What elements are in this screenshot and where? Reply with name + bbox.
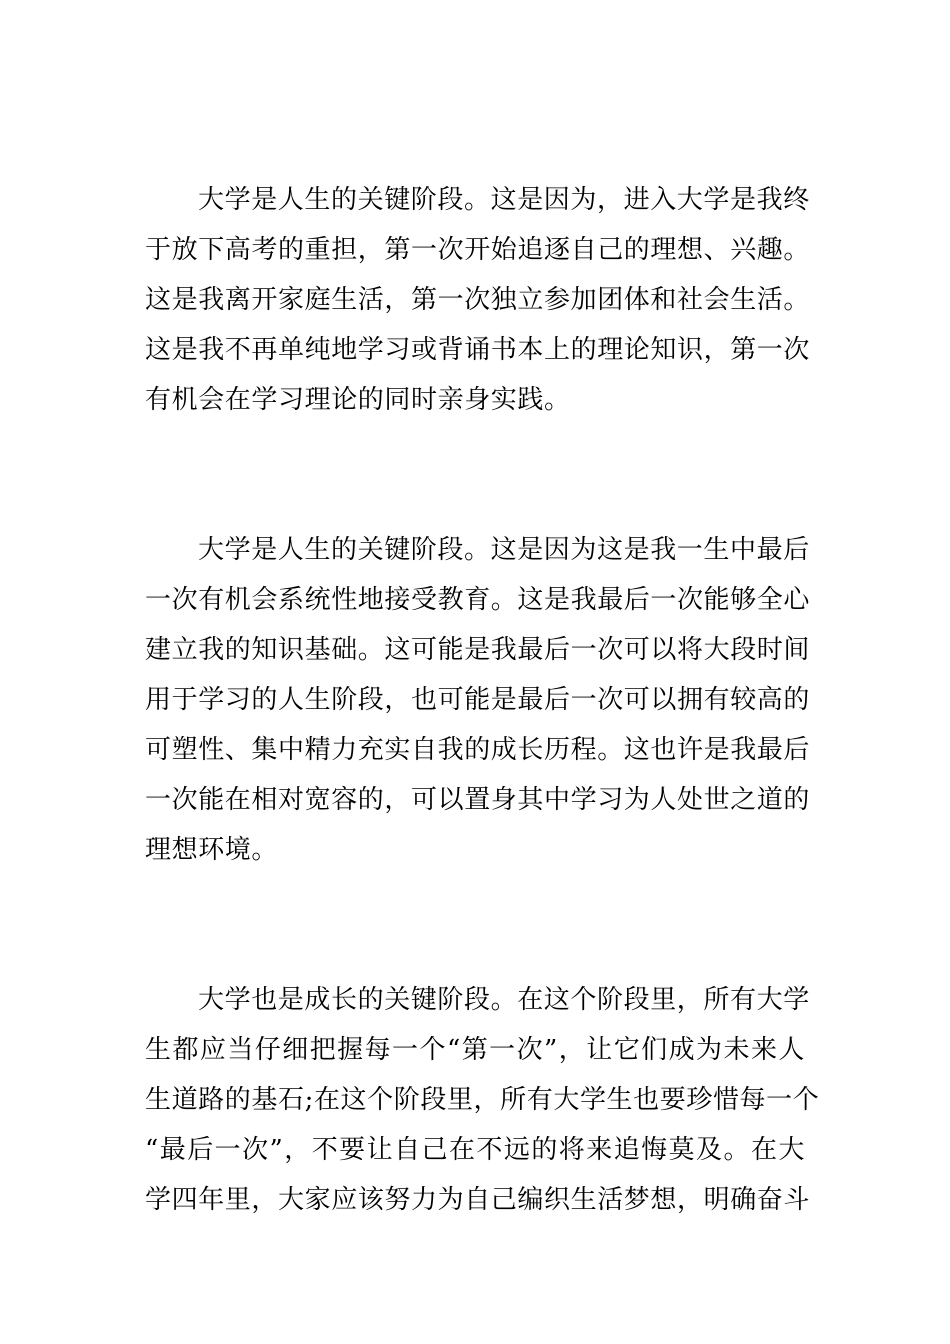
paragraph-line: 大学也是成长的关键阶段。在这个阶段里，所有大学 [198, 985, 810, 1015]
paragraph-line: 于放下高考的重担，第一次开始追逐自己的理想、兴趣。 [145, 235, 811, 265]
paragraph-3 [145, 975, 820, 1225]
paragraph-line: 学四年里，大家应该努力为自己编织生活梦想，明确奋斗 [145, 1185, 811, 1215]
paragraph-line: 生道路的基石;在这个阶段里，所有大学生也要珍惜每一个 [145, 1085, 820, 1115]
paragraph-line: 一次有机会系统性地接受教育。这是我最后一次能够全心 [145, 585, 811, 615]
paragraph-line: 理想环境。 [145, 835, 279, 865]
paragraph-line: “最后一次”，不要让自己在不远的将来追悔莫及。在大 [145, 1135, 805, 1165]
paragraph-2 [145, 525, 811, 875]
paragraph-line: 这是我不再单纯地学习或背诵书本上的理论知识，第一次 [145, 335, 811, 365]
paragraph-line: 可塑性、集中精力充实自我的成长历程。这也许是我最后 [145, 735, 811, 765]
paragraph-line: 生都应当仔细把握每一个“第一次”，让它们成为未来人 [145, 1035, 805, 1065]
paragraph-1 [145, 175, 811, 425]
paragraph-line: 这是我离开家庭生活，第一次独立参加团体和社会生活。 [145, 285, 811, 315]
paragraph-line: 大学是人生的关键阶段。这是因为这是我一生中最后 [198, 535, 810, 565]
paragraph-line: 有机会在学习理论的同时亲身实践。 [145, 385, 571, 415]
paragraph-line: 建立我的知识基础。这可能是我最后一次可以将大段时间 [145, 635, 811, 665]
paragraph-line: 用于学习的人生阶段，也可能是最后一次可以拥有较高的 [145, 685, 811, 715]
paragraph-line: 大学是人生的关键阶段。这是因为，进入大学是我终 [198, 185, 810, 215]
paragraph-line: 一次能在相对宽容的，可以置身其中学习为人处世之道的 [145, 785, 811, 815]
